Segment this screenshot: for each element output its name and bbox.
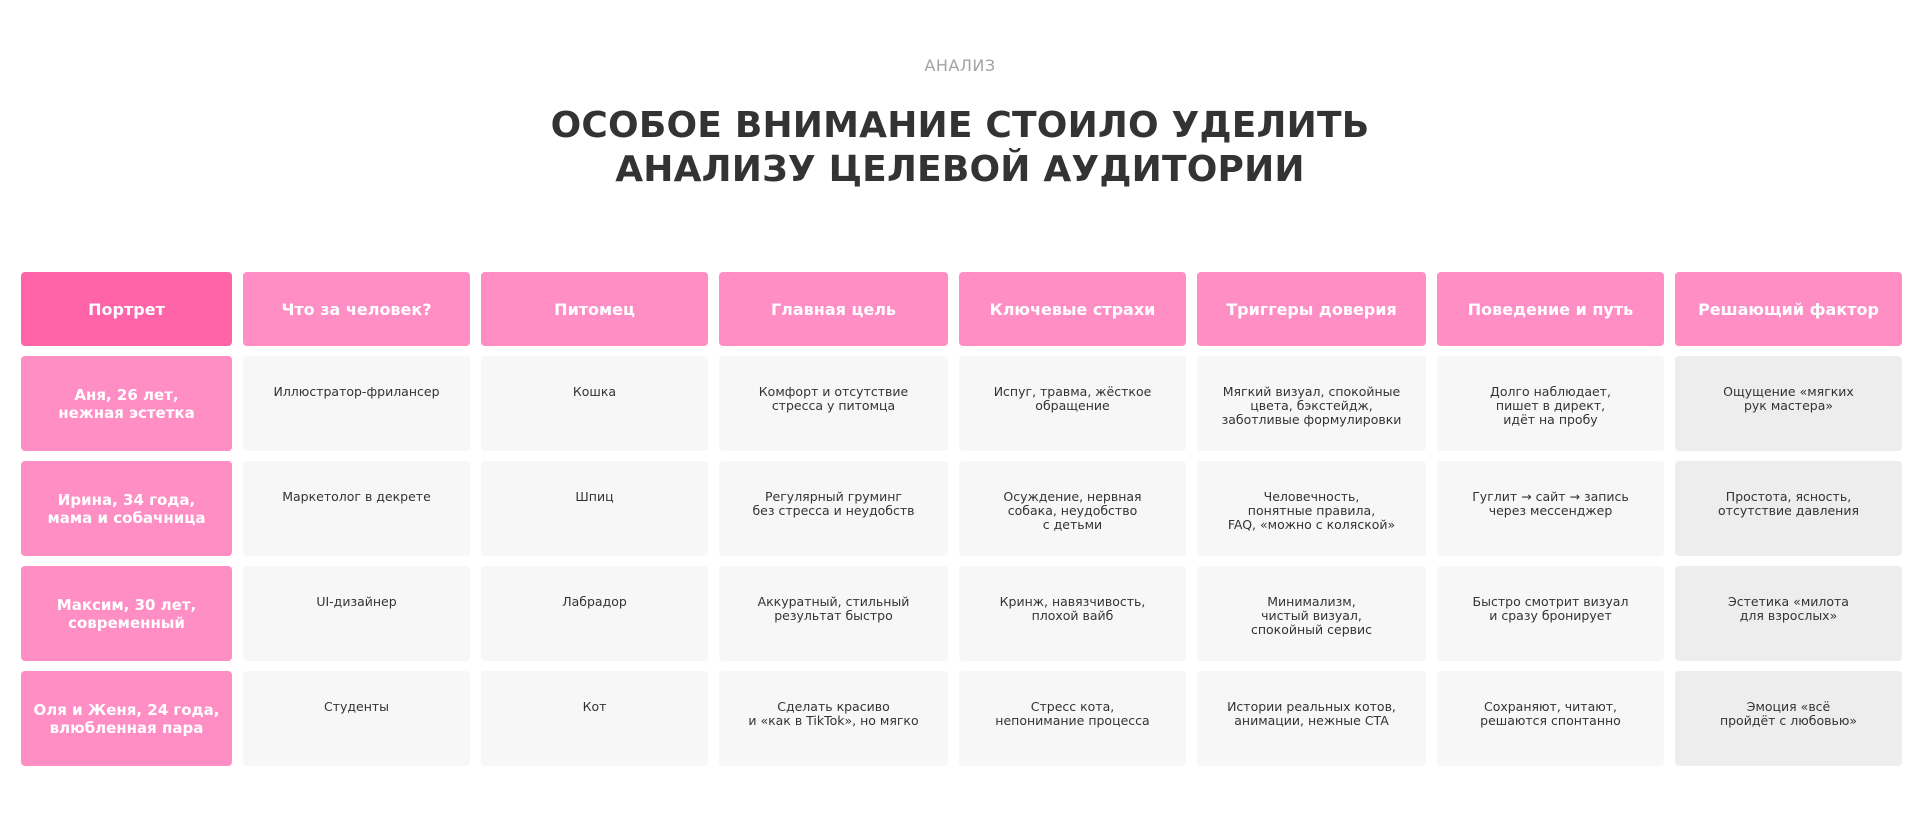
row-portrait: Аня, 26 лет, нежная эстетка (21, 356, 232, 451)
decisive-factor-cell: Эстетика «милота для взрослых» (1675, 566, 1902, 661)
table-cell: Кот (481, 671, 708, 766)
table-cell: Студенты (243, 671, 470, 766)
table-cell: Долго наблюдает, пишет в директ, идёт на пробу (1437, 356, 1664, 451)
decisive-factor-cell: Простота, ясность, отсутствие давления (1675, 461, 1902, 556)
table-cell: Испуг, травма, жёсткое обращение (959, 356, 1186, 451)
table-cell: Кошка (481, 356, 708, 451)
column-header-portrait: Портрет (21, 272, 232, 346)
column-header-main-goal: Главная цель (719, 272, 948, 346)
decisive-factor-cell: Ощущение «мягких рук мастера» (1675, 356, 1902, 451)
table-cell: Аккуратный, стильный результат быстро (719, 566, 948, 661)
table-cell: Шпиц (481, 461, 708, 556)
table-cell: Стресс кота, непонимание процесса (959, 671, 1186, 766)
column-header-behavior-path: Поведение и путь (1437, 272, 1664, 346)
column-header-key-fears: Ключевые страхи (959, 272, 1186, 346)
table-cell: Комфорт и отсутствие стресса у питомца (719, 356, 948, 451)
table-cell: Гуглит → сайт → запись через мессенджер (1437, 461, 1664, 556)
table-cell: Сохраняют, читают, решаются спонтанно (1437, 671, 1664, 766)
table-cell: Кринж, навязчивость, плохой вайб (959, 566, 1186, 661)
row-portrait: Оля и Женя, 24 года, влюбленная пара (21, 671, 232, 766)
table-cell: Мягкий визуал, спокойные цвета, бэкстейдж, заботливые формулировки (1197, 356, 1426, 451)
table-cell: Осуждение, нервная собака, неудобство с детьми (959, 461, 1186, 556)
page-title: ОСОБОЕ ВНИМАНИЕ СТОИЛО УДЕЛИТЬ АНАЛИЗУ ЦЕЛЕВОЙ АУДИТОРИИ (550, 105, 1370, 190)
column-header-pet: Питомец (481, 272, 708, 346)
table-cell: Регулярный груминг без стресса и неудобств (719, 461, 948, 556)
row-portrait: Максим, 30 лет, современный (21, 566, 232, 661)
table-cell: Быстро смотрит визуал и сразу бронирует (1437, 566, 1664, 661)
table-cell: Лабрадор (481, 566, 708, 661)
table-cell: Минимализм, чистый визуал, спокойный сервис (1197, 566, 1426, 661)
table-cell: Человечность, понятные правила, FAQ, «можно с коляской» (1197, 461, 1426, 556)
table-cell: Маркетолог в декрете (243, 461, 470, 556)
section-eyebrow: АНАЛИЗ (924, 56, 996, 75)
audience-analysis-table (21, 272, 1902, 766)
column-header-decisive-factor: Решающий фактор (1675, 272, 1902, 346)
column-header-trust-triggers: Триггеры доверия (1197, 272, 1426, 346)
row-portrait: Ирина, 34 года, мама и собачница (21, 461, 232, 556)
decisive-factor-cell: Эмоция «всё пройдёт с любовью» (1675, 671, 1902, 766)
table-cell: UI-дизайнер (243, 566, 470, 661)
table-cell: Истории реальных котов, анимации, нежные CTA (1197, 671, 1426, 766)
table-cell: Иллюстратор-фрилансер (243, 356, 470, 451)
column-header-who: Что за человек? (243, 272, 470, 346)
table-cell: Сделать красиво и «как в TikTok», но мягко (719, 671, 948, 766)
